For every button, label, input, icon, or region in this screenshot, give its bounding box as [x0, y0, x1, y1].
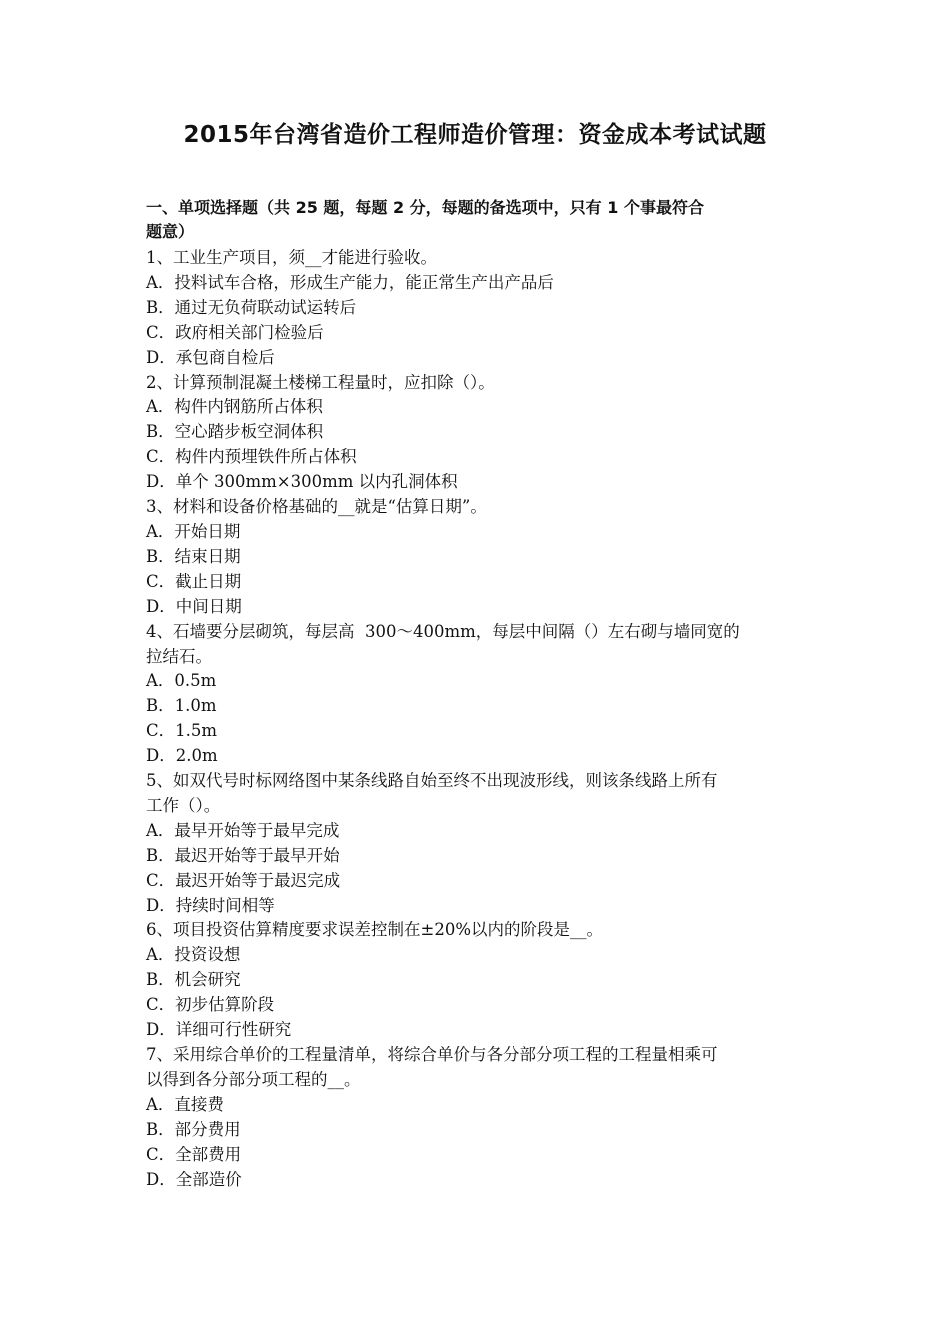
- option-line: D．承包商自检后: [146, 347, 275, 367]
- option-line: C．构件内预埋铁件所占体积: [146, 447, 357, 467]
- option-line: C．最迟开始等于最迟完成: [146, 870, 341, 890]
- option-line: A．0.5m: [146, 671, 217, 691]
- option-line: D．中间日期: [146, 596, 242, 616]
- question-line: 工作（）。: [146, 795, 221, 815]
- option-line: B．结束日期: [146, 546, 241, 566]
- question-line: 5、如双代号时标网络图中某条线路自始至终不出现波形线，则该条线路上所有: [146, 771, 718, 791]
- option-line: C．全部费用: [146, 1144, 242, 1164]
- option-line: A．构件内钢筋所占体积: [146, 397, 323, 417]
- option-line: D．详细可行性研究: [146, 1020, 292, 1040]
- question-line: 6、项目投资估算精度要求误差控制在±20%以内的阶段是__。: [146, 920, 603, 940]
- document-body: [146, 196, 810, 1192]
- question-list: [146, 246, 810, 1192]
- section-heading: [146, 196, 810, 244]
- question-line: 7、采用综合单价的工程量清单，将综合单价与各分部分项工程的工程量相乘可: [146, 1045, 718, 1064]
- section-heading-line-2: 题意）: [146, 222, 195, 241]
- option-line: A．投资设想: [146, 945, 241, 965]
- option-line: A．最早开始等于最早完成: [146, 820, 340, 840]
- option-line: A．直接费: [146, 1094, 224, 1114]
- option-line: D．2.0m: [146, 746, 218, 766]
- option-line: C．截止日期: [146, 571, 242, 591]
- option-line: D．持续时间相等: [146, 895, 275, 915]
- section-heading-line-1: 一、单项选择题（共 25 题，每题 2 分，每题的备选项中，只有 1 个事最符合: [146, 198, 704, 217]
- question-line: 1、工业生产项目，须__才能进行验收。: [146, 248, 437, 267]
- document-title: 2015年台湾省造价工程师造价管理：资金成本考试试题: [183, 122, 767, 148]
- question-line: 3、材料和设备价格基础的__就是“估算日期”。: [146, 497, 487, 517]
- option-line: C．1.5m: [146, 721, 218, 741]
- option-line: D．单个 300mm×300mm 以内孔洞体积: [146, 472, 458, 492]
- option-line: B．部分费用: [146, 1119, 241, 1139]
- option-line: B．1.0m: [146, 696, 217, 716]
- option-line: D．全部造价: [146, 1169, 242, 1189]
- question-line: 2、计算预制混凝土楼梯工程量时，应扣除（）。: [146, 372, 495, 392]
- question-line: 4、石墙要分层砌筑，每层高 300～400mm，每层中间隔（）左右砌与墙同宽的: [146, 621, 740, 641]
- option-line: A．开始日期: [146, 521, 241, 541]
- option-line: C．政府相关部门检验后: [146, 322, 324, 342]
- option-line: C．初步估算阶段: [146, 995, 275, 1015]
- question-line: 拉结石。: [146, 646, 212, 666]
- option-line: B．最迟开始等于最早开始: [146, 845, 340, 865]
- option-line: B．空心踏步板空洞体积: [146, 422, 324, 442]
- option-line: B．通过无负荷联动试运转后: [146, 297, 357, 317]
- question-line: 以得到各分部分项工程的__。: [146, 1069, 361, 1089]
- option-line: A．投料试车合格，形成生产能力，能正常生产出产品后: [146, 272, 554, 292]
- option-line: B．机会研究: [146, 970, 241, 990]
